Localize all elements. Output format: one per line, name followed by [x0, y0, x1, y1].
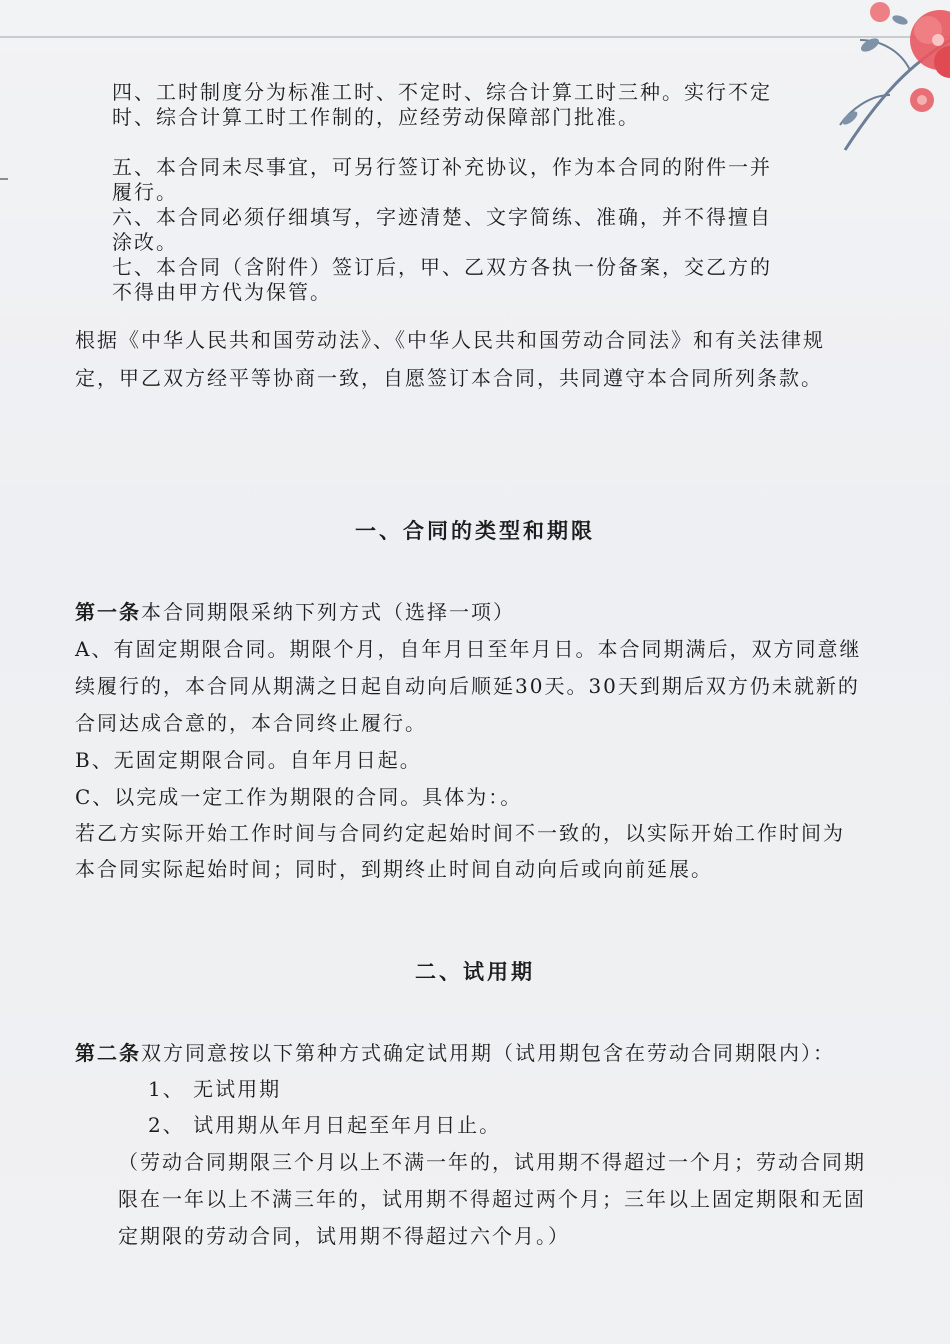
probation-option-1: 1、 无试用期 [148, 1077, 282, 1101]
article-2-text: 双方同意按以下第种方式确定试用期（试用期包含在劳动合同期限内）： [141, 1041, 835, 1065]
probation-note-line-1: （劳动合同期限三个月以上不满一年的，试用期不得超过一个月；劳动合同期 [118, 1150, 866, 1174]
option-b: B、无固定期限合同。自年月日起。 [75, 748, 422, 772]
note-4-line-2: 时、综合计算工时工作制的，应经劳动保障部门批准。 [112, 105, 640, 129]
article-1-label: 第一条 [75, 600, 141, 624]
option-a-line-2: 续履行的，本合同从期满之日起自动向后顺延30天。30天到期后双方仍未就新的 [75, 674, 860, 698]
option-a-line-1: A、有固定期限合同。期限个月，自年月日至年月日。本合同期满后，双方同意继 [75, 637, 862, 661]
note-5-line-1: 五、本合同未尽事宜，可另行签订补充协议，作为本合同的附件一并 [112, 155, 772, 179]
probation-note-line-3: 定期限的劳动合同，试用期不得超过六个月。） [118, 1224, 570, 1248]
option-c: C、以完成一定工作为期限的合同。具体为：。 [75, 785, 523, 809]
start-time-note-line-1: 若乙方实际开始工作时间与合同约定起始时间不一致的，以实际开始工作时间为 [75, 821, 845, 845]
probation-option-2: 2、 试用期从年月日起至年月日止。 [148, 1113, 502, 1137]
start-time-note-line-2: 本合同实际起始时间；同时，到期终止时间自动向后或向前延展。 [75, 857, 713, 881]
article-2-label: 第二条 [75, 1041, 141, 1065]
note-5-line-2: 履行。 [112, 180, 178, 204]
note-7-line-2: 不得由甲方代为保管。 [112, 280, 332, 304]
probation-note-line-2: 限在一年以上不满三年的，试用期不得超过两个月；三年以上固定期限和无固 [118, 1187, 866, 1211]
preamble-line-1: 根据《中华人民共和国劳动法》、《中华人民共和国劳动合同法》和有关法律规 [75, 328, 825, 352]
article-1-text: 本合同期限采纳下列方式（选择一项） [141, 600, 515, 624]
note-7-line-1: 七、本合同（含附件）签订后，甲、乙双方各执一份备案，交乙方的 [112, 255, 772, 279]
note-4-line-1: 四、工时制度分为标准工时、不定时、综合计算工时三种。实行不定 [112, 80, 772, 104]
plum-blossom-branch-icon [750, 0, 950, 160]
preamble-line-2: 定，甲乙双方经平等协商一致，自愿签订本合同，共同遵守本合同所列条款。 [75, 366, 823, 390]
option-a-line-3: 合同达成合意的，本合同终止履行。 [75, 711, 427, 735]
article-1 [75, 600, 515, 624]
margin-mark [0, 178, 8, 180]
note-6-line-1: 六、本合同必须仔细填写，字迹清楚、文字简练、准确，并不得擅自 [112, 205, 772, 229]
article-2 [75, 1041, 835, 1065]
section-1-title: 一、合同的类型和期限 [355, 518, 595, 543]
note-6-line-2: 涂改。 [112, 230, 178, 254]
section-2-title: 二、试用期 [415, 959, 535, 984]
